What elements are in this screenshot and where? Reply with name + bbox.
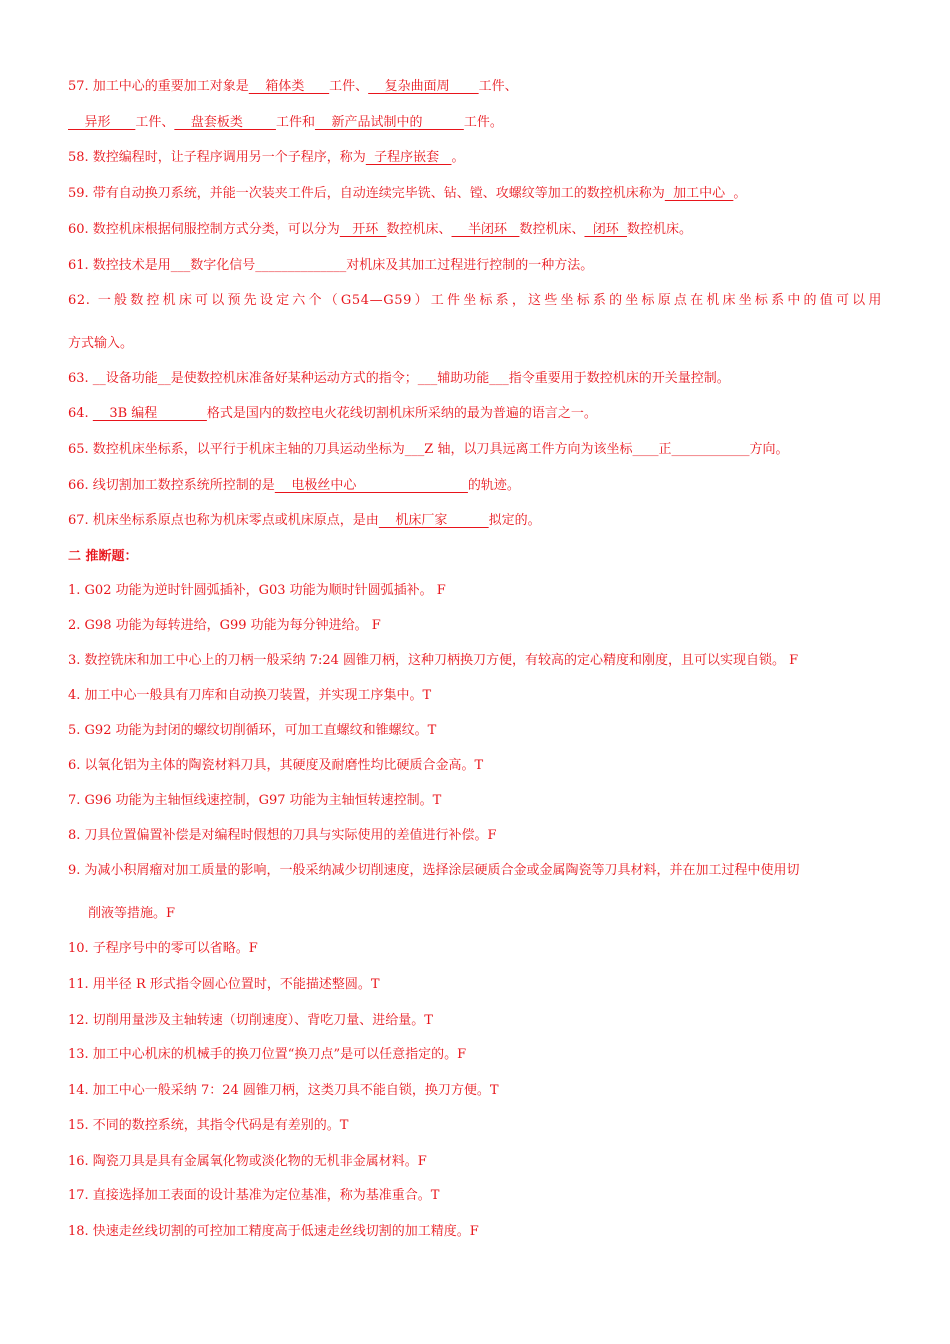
q59-text: 。 <box>733 186 747 201</box>
question-64 <box>68 405 882 423</box>
question-65 <box>68 441 882 459</box>
q60-blank-1: 开环 <box>339 222 387 237</box>
q57-blank-5: 新产品试制中的 <box>314 115 464 130</box>
q62-text: 方式输入。 <box>68 336 134 351</box>
judge-item-cont: 削液等措施。F <box>88 906 176 921</box>
judge-item: 14. 加工中心一般采纳 7：24 圆锥刀柄，这类刀具不能自锁，换刀方便。T <box>68 1083 499 1098</box>
judge-item: 17. 直接选择加工表面的设计基准为定位基准，称为基准重合。T <box>68 1188 440 1203</box>
question-59 <box>68 185 882 203</box>
question-63 <box>68 370 882 388</box>
q58-text: 58. 数控编程时，让子程序调用另一个子程序，称为 <box>68 150 366 165</box>
q57-text: 工件和 <box>275 115 315 130</box>
question-62-cont <box>68 335 882 353</box>
judge-item: 4. 加工中心一般具有刀库和自动换刀装置，并实现工序集中。T <box>68 688 432 703</box>
q60-blank-3: 闭环 <box>584 222 627 237</box>
q59-blank-1: 加工中心 <box>664 186 734 201</box>
question-60 <box>68 221 882 239</box>
q66-text: 的轨迹。 <box>467 478 520 493</box>
q60-text: 60. 数控机床根据伺服控制方式分类，可以分为 <box>68 222 340 237</box>
q58-text: 。 <box>451 150 465 165</box>
q67-text: 拟定的。 <box>488 513 541 528</box>
q63-text: 63. __设备功能__是使数控机床准备好某种运动方式的指令；___辅助功能___指令重要用于数控机床的开关量控制。 <box>68 371 730 386</box>
q57-blank-3: 异形 <box>68 115 136 130</box>
question-57-cont <box>68 114 882 132</box>
q67-blank-1: 机床厂家 <box>378 513 489 528</box>
q57-text: 工件、 <box>135 115 175 130</box>
q60-text: 数控机床。 <box>626 222 692 237</box>
q61-text: 61. 数控技术是用___数字化信号______________对机床及其加工过程进行控制的一种方法。 <box>68 258 594 273</box>
judge-item: 1. G02 功能为逆时针圆弧插补，G03 功能为顺时针圆弧插补。 F <box>68 583 446 598</box>
judge-item: 3. 数控铣床和加工中心上的刀柄一般采纳 7:24 圆锥刀柄，这种刀柄换刀方便，有较高的定心精度和刚度，且可以实现自锁。 F <box>68 653 799 668</box>
q57-text: 工件、 <box>329 79 369 94</box>
question-67 <box>68 512 882 530</box>
q59-text: 59. 带有自动换刀系统，并能一次装夹工件后，自动连续完毕铣、钻、镗、攻螺纹等加工的数控机床称为 <box>68 186 665 201</box>
q60-text: 数控机床、 <box>519 222 585 237</box>
q64-text: 格式是国内的数控电火花线切割机床所采纳的最为普遍的语言之一。 <box>206 406 597 421</box>
question-61 <box>68 257 882 275</box>
q57-text: 工件、 <box>478 79 518 94</box>
q64-blank-1: 3B 编程 <box>92 406 207 421</box>
question-57 <box>68 78 882 96</box>
judge-item: 12. 切削用量涉及主轴转速（切削速度）、背吃刀量、进给量。T <box>68 1013 433 1028</box>
judge-item: 10. 子程序号中的零可以省略。F <box>68 941 258 956</box>
q66-text: 66. 线切割加工数控系统所控制的是 <box>68 478 275 493</box>
q60-blank-2: 半闭环 <box>451 222 520 237</box>
judge-item: 6. 以氧化铝为主体的陶瓷材料刀具，其硬度及耐磨性均比硬质合金高。T <box>68 758 484 773</box>
q57-blank-4: 盘套板类 <box>174 115 276 130</box>
q60-text: 数控机床、 <box>386 222 452 237</box>
judge-item: 18. 快速走丝线切割的可控加工精度高于低速走丝线切割的加工精度。F <box>68 1224 479 1239</box>
judge-item: 16. 陶瓷刀具是具有金属氧化物或淡化物的无机非金属材料。F <box>68 1154 427 1169</box>
q57-blank-2: 复杂曲面周 <box>368 79 479 94</box>
q65-text: 65. 数控机床坐标系，以平行于机床主轴的刀具运动坐标为___Z 轴，以刀具远离工件方向为该坐标____正____________方向。 <box>68 442 789 457</box>
q57-text: 工件。 <box>463 115 503 130</box>
q66-blank-1: 电极丝中心 <box>274 478 468 493</box>
judge-item: 15. 不同的数控系统，其指令代码是有差别的。T <box>68 1118 349 1133</box>
judge-item: 8. 刀具位置偏置补偿是对编程时假想的刀具与实际使用的差值进行补偿。F <box>68 828 497 843</box>
judge-item: 13. 加工中心机床的机械手的换刀位置“换刀点”是可以任意指定的。F <box>68 1047 467 1062</box>
question-62 <box>68 292 882 310</box>
judge-item: 5. G92 功能为封闭的螺纹切削循环，可加工直螺纹和锥螺纹。T <box>68 723 437 738</box>
q62-text: 62. 一般数控机床可以预先设定六个（G54—G59）工件坐标系，这些坐标系的坐标原点在机床坐标系中的值可以用 <box>68 293 882 308</box>
q57-text: 57. 加工中心的重要加工对象是 <box>68 79 249 94</box>
question-58 <box>68 149 882 167</box>
judge-item: 9. 为减小积屑瘤对加工质量的影响，一般采纳减少切削速度，选择涂层硬质合金或金属陶瓷等刀具材料，并在加工过程中使用切 <box>68 863 800 878</box>
q67-text: 67. 机床坐标系原点也称为机床零点或机床原点，是由 <box>68 513 379 528</box>
judge-item: 2. G98 功能为每转进给，G99 功能为每分钟进给。 F <box>68 618 381 633</box>
judge-item: 7. G96 功能为主轴恒线速控制，G97 功能为主轴恒转速控制。T <box>68 793 442 808</box>
q64-number: 64. <box>68 406 93 421</box>
q58-blank-1: 子程序嵌套 <box>365 150 452 165</box>
q57-blank-1: 箱体类 <box>248 79 330 94</box>
judge-item: 11. 用半径 R 形式指令圆心位置时，不能描述整圆。T <box>68 977 380 992</box>
question-66 <box>68 477 882 495</box>
section-title: 二 推断题： <box>68 549 138 564</box>
